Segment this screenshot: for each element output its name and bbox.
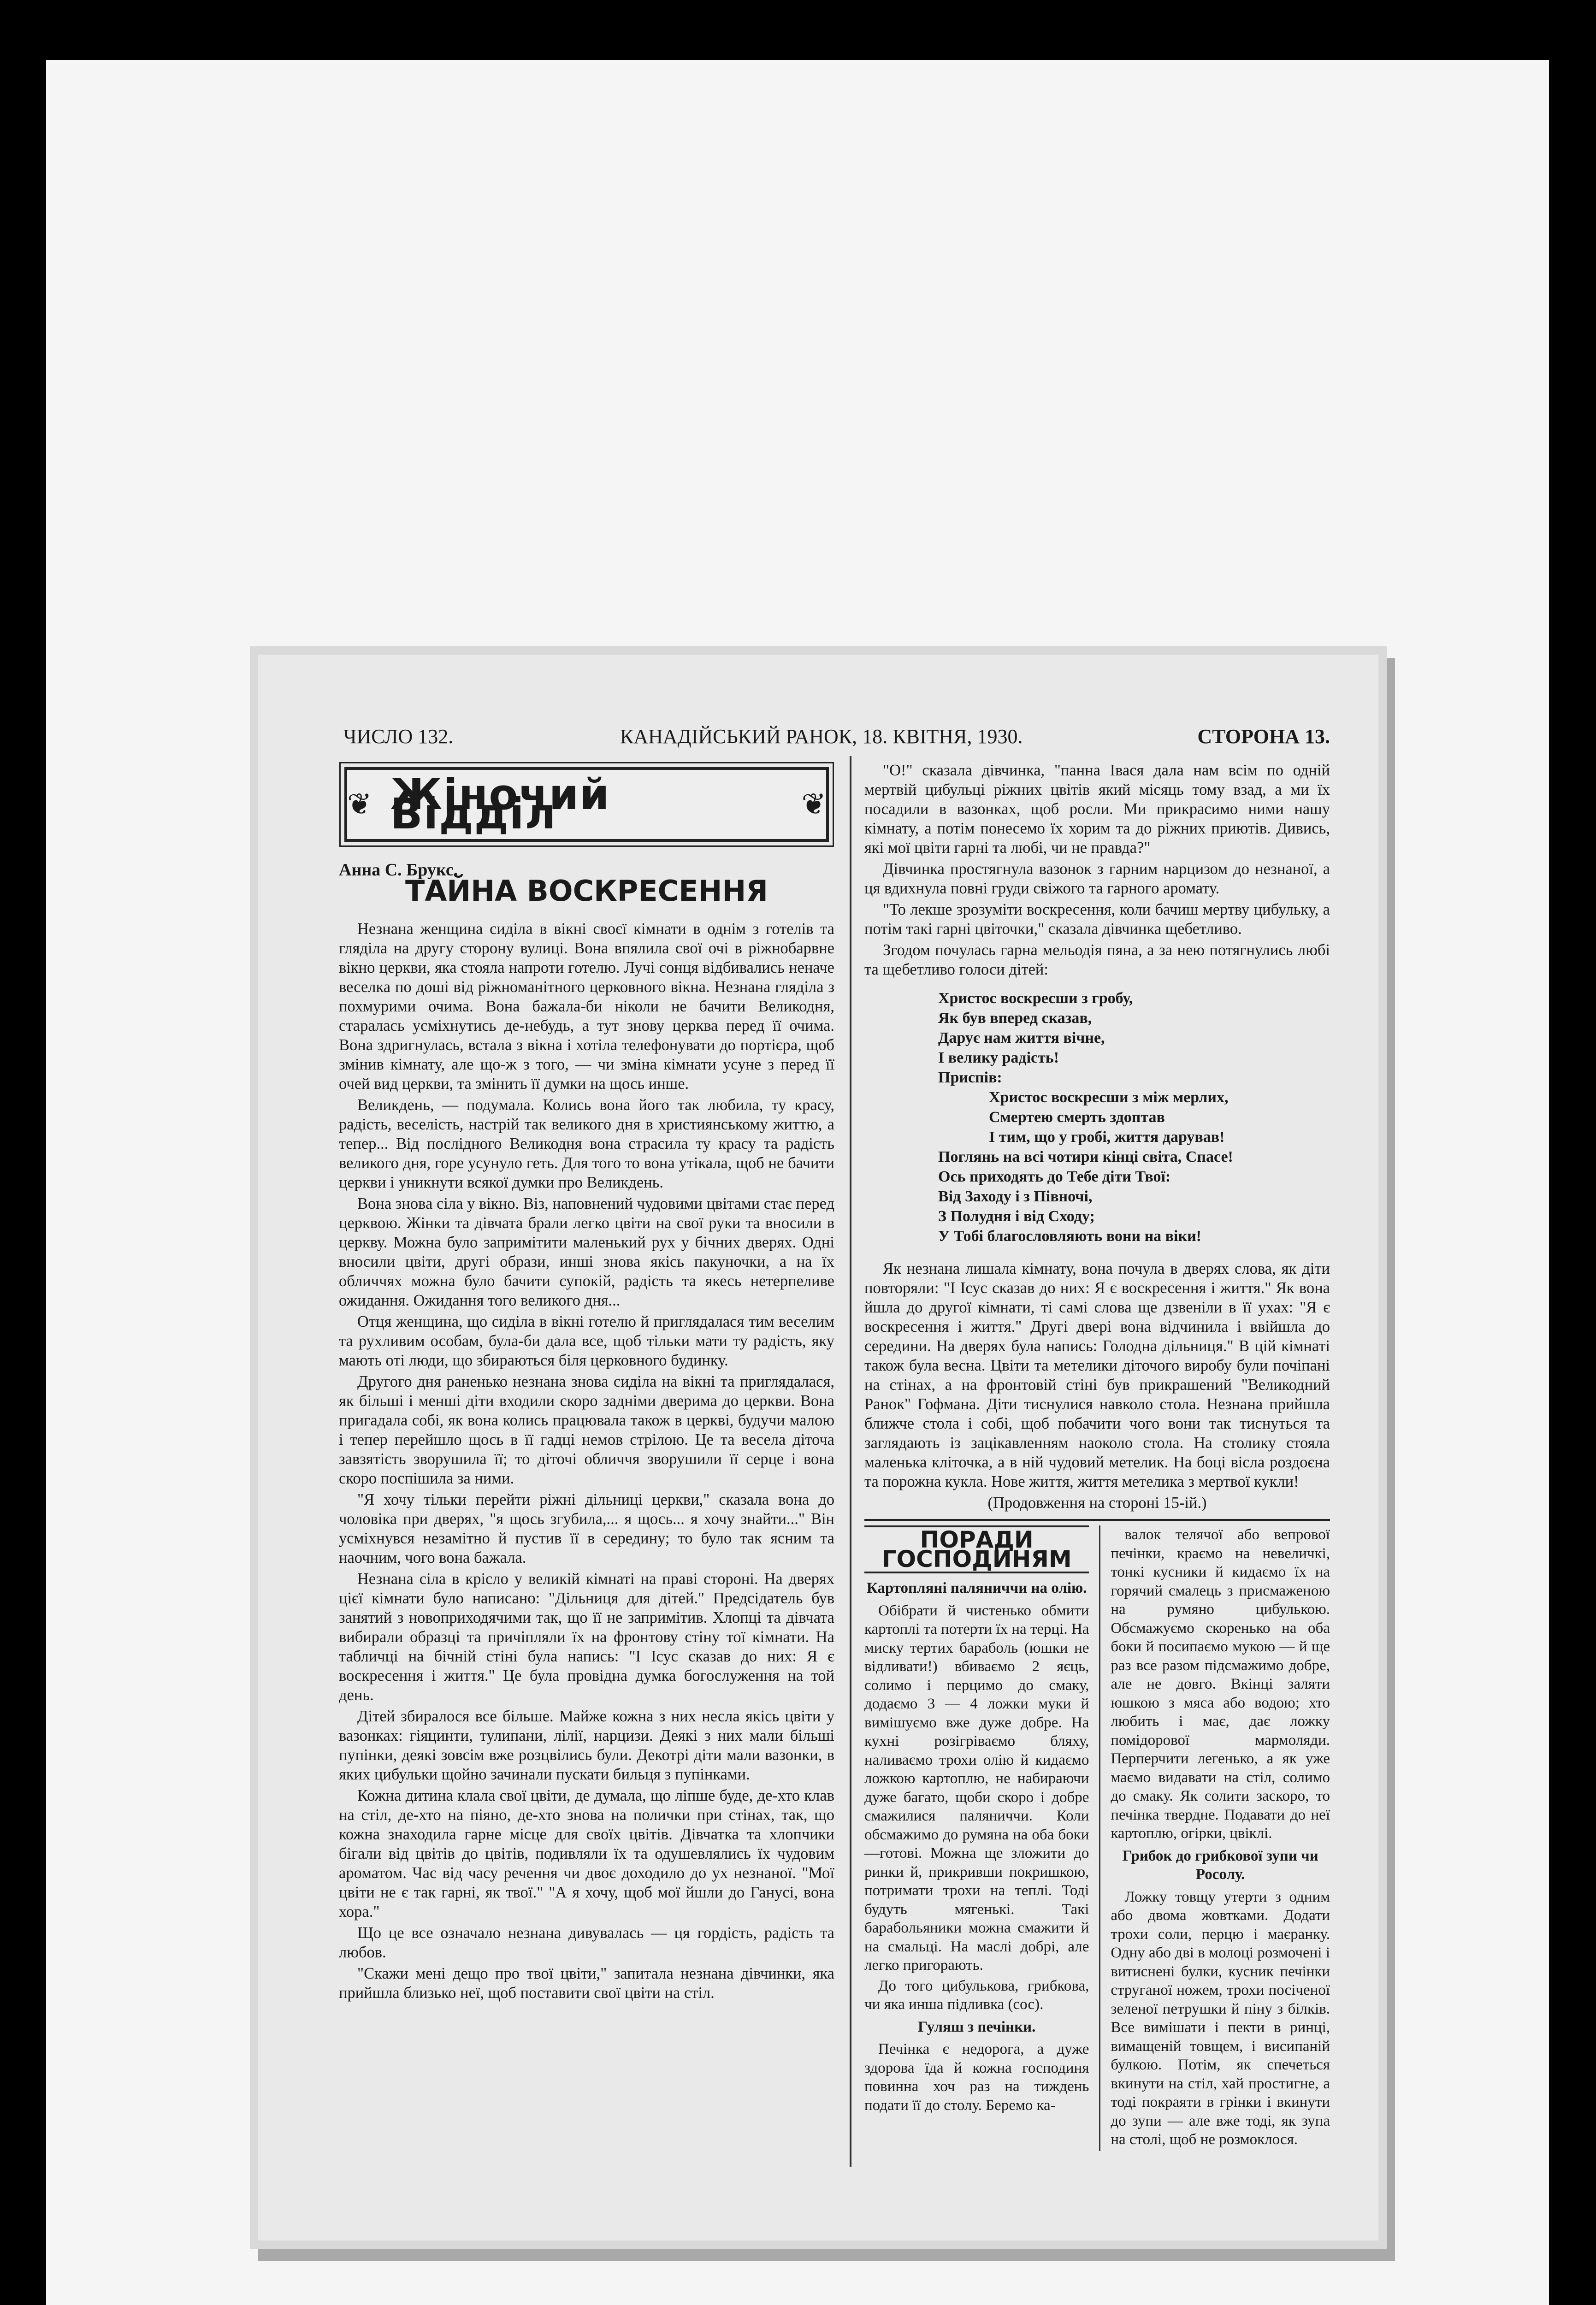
section-rule: [864, 1519, 1330, 1521]
poem-line: І тим, що у гробі, життя дарував!: [989, 1129, 1225, 1146]
paper-title-date: КАНАДІЙСЬКИЙ РАНОК, 18. КВІТНЯ, 1930.: [620, 725, 1023, 748]
page-header: [343, 725, 1330, 752]
story-paragraph: Згодом почулась гарна мельодія пяна, а за нею потягнулись любі та щебетливо голоси дітей:: [864, 941, 1330, 978]
recipe-paragraph: Печінка є недорога, а дуже здорова їда й кожна господиня повинна хоч раз на тиждень подати її до столу. Беремо ка-: [864, 2041, 1089, 2114]
ornament-icon: ❦: [801, 788, 826, 821]
advice-section: [864, 1525, 1330, 2151]
poem-line: Смертею смерть здоптав: [989, 1109, 1165, 1126]
section-banner: [344, 767, 829, 842]
story-title: ТАЙНА ВОСКРЕСЕННЯ: [405, 874, 768, 908]
advice-title: ПОРАДИ ГОСПОДИНЯМ: [864, 1525, 1089, 1573]
poem-line: Поглянь на всі чотири кінці світа, Спасе!: [938, 1148, 1233, 1165]
story-paragraph: Дівчинка простягнула вазонок з гарним нарцизом до незнаної, а ця вдихнула повні груди свіжого та гарного аромату.: [864, 860, 1330, 897]
recipe-heading: Картопляні паляниччи на олію.: [866, 1580, 1087, 1596]
recipe-paragraph: До того цибулькова, грибкова, чи яка инша підливка (сос).: [864, 1977, 1089, 2013]
story-paragraph: Дітей збиралося все більше. Майже кожна з них несла якісь цвіти у вазонках: гіяцинти, тулипани, лілії, нарцизи. Деякі з них мали більші пупінки, деякі зовсім вже розцвілись були. Декотрі діти мали вазонки, в яких цибульки щойно зачинали пускати бильця з пупінками.: [339, 1708, 834, 1783]
story-paragraph: "О!" сказала дівчинка, "панна Івася дала нам всім по одній мертвій цибульці ріжних цвітів який місяць тому взад, а ми їх посадили в вазонках, щоб росли. Ми прикрасимо ними нашу кімнату, а потім понесемо їх хорим та до ріжних приютів. Дивись, які мої цвіти гарні та любі, чи не правда?": [864, 762, 1330, 857]
recipe-heading: Гуляш з печінки.: [918, 2018, 1036, 2035]
advice-divider: [1099, 1525, 1100, 2151]
story-paragraph: Що це все означало незнана дивувалась — ця гордість, радість та любов.: [339, 1924, 834, 1961]
column-divider: [850, 756, 851, 2167]
advice-right-column: [1111, 1525, 1330, 2151]
continuation-note: (Продовження на стороні 15-ій.): [987, 1494, 1207, 1512]
story-paragraph: Кожна дитина клала свої цвіти, де думала, що ліпше буде, де-хто клав на стіл, де-хто на піяно, де-хто знова на полички при стінах, так, що кожна знаходила гарне місце для своїх цвітів. Дівчатка та хлопчики бігали від цвітів до цвітів, подивляли їх та одушевлялись їх чудовим ароматом. Час від часу речення чи двоє доходило до ух незнаної. "Мої цвіти не є так гарні, як твої." "А я хочу, щоб мої йшли до Ганусі, вона хора.": [339, 1787, 834, 1921]
story-paragraph: "То лекше зрозуміти воскресення, коли бачиш мертву цибульку, а потім такі гарні цвіточки," сказала дівчинка щебетливо.: [864, 901, 1330, 938]
recipe-paragraph: Обібрати й чистенько обмити картоплі та потерти їх на терці. На миску тертих бараболь (юшки не відливати!) вбиваємо 2 яєць, солимо і перцимо до смаку, додаємо 3 — 4 ложки муки й вимішуємо вже дуже добре. На кухні розігріваємо бляху, наливаємо трохи олію й кидаємо ложкою картоплю, не набираючи дуже багато, щоби скоро і добре смажилися паляниччи. Коли обсмажимо до румяна на оба боки—готові. Можна ще зложити до ринки й, прикривши покришкою, потримати трохи на теплі. Тоді будуть мягенькі. Такі барабольяники можна смажити й на смальці. На маслі добрі, але легко пригорають.: [864, 1602, 1089, 1974]
story-paragraph: Другого дня раненько незнана знова сиділа на вікні та приглядалася, як більші і менші діти входили скоро задніми дверима до церкви. Вона пригадала собі, як вона колись працювала також в церкві, будучи малою і тепер перейшло щось в її гадці немов стрілою. Це та весела діточа завзятість зворушила її; то діточі обличчя зворушили її серце і вона скоро поспішила за ними.: [339, 1373, 834, 1487]
story-paragraph: Великдень, — подумала. Колись вона його так любила, ту красу, радість, веселість, настрій так великого дня в християнському життю, а тепер... Від послідного Великодня вона страсила ту красу та радість великого дня, горе усунуло геть. Для того то вона утікала, щоб не бачити церкви і уникнути всякої думки про Великдень.: [339, 1096, 834, 1191]
poem-line: Від Заходу і з Півночі,: [938, 1188, 1093, 1205]
story-paragraph: Як незнана лишала кімнату, вона почула в дверях слова, як діти повторяли: "І Ісус сказав до них: Я є воскресення і життя." Як вона йшла до другої кімнати, ті самі слова ще дзвеніли в її ухах: "Я є воскресення і життя." Другі двері вона відчинила і ввійшла до середини. На дверях була напись: Голодна дільниця." В цій кімнаті також була весна. Цвіти та метелики діточого виробу були почіпані на стінах, а на фронтовій стіні був прикрашений "Великодний Ранок" Гофмана. Діти тиснулися навколо стола. Незнана прийшла ближче стола і собі, щоб побачити чого вони так тиснуться та заглядають із зацікавленням наоколо стола. На столику стояла маленька кліточка, а в ній чудовий метелик. На боці вісла роздоєна та порожна кукла. Нове життя, життя метелика з мертвої кукли!: [864, 1260, 1330, 1490]
story-paragraph: Отця женщина, що сиділа в вікні готелю й приглядалася тим веселим та рухливим особам, була-би дала все, щоб тільки мати ту радість, яку мають оті люди, що збираються біля церковного будинку.: [339, 1313, 834, 1369]
story-paragraph: Незнана женщина сиділа в вікні своєї кімнати в однім з готелів та гляділа на другу сторону вулиці. Вона впялила свої очі в ріжнобарвне вікно церкви, яка стояла напроти готелю. Лучі сонця відбивались неначе веселка по доші від ріжноманітного церковного вікна. Незнана гляділа з похмурими очима. Вона бажала-би ніколи не бачити Великодня, старалась усміхнутись де-небудь, а тут знову церква перед її очима. Вона здригнулась, встала з вікна і хотіла телефонувати до портієра, щоб змінив кімнату, але що-ж з того, — чи зміна кімнати усуне з перед її очей вид церкви, та змінить її думки на щось инше.: [339, 920, 834, 1093]
story-paragraph: "Я хочу тільки перейти ріжні дільниці церкви," сказала вона до чоловіка при дверях, "я щось згубила,... я щось... я хочу знайти..." Він усміхнувся незамітно й пустив її в середину; то було так ясним та наочним, чого вона бажала.: [339, 1491, 834, 1566]
poem-line: Ось приходять до Тебе діти Твої:: [938, 1168, 1171, 1185]
hymn-poem: [938, 988, 1330, 1246]
advice-left-column: [864, 1525, 1089, 2151]
story-paragraph: "Скажи мені дещо про твої цвіти," запитала незнана дівчинки, яка прийшла близько неї, щоб поставити свої цвіти на стіл.: [339, 1965, 834, 2002]
issue-number: ЧИСЛО 132.: [343, 725, 454, 748]
ornament-icon: ❦: [347, 788, 372, 821]
poem-line: Христос воскресши з між мерлих,: [989, 1089, 1229, 1106]
left-column: [339, 761, 834, 2004]
poem-line: Як був вперед сказав,: [938, 1010, 1092, 1027]
story-paragraph: Незнана сіла в крісло у великій кімнаті на праві стороні. На дверях цієї кімнати було написано: "Дільниця для дітей." Предсідатель був занятий з новоприходячими так, що її не запримітив. Хлопці та дівчата вибирали образці та причіпляли їх на фронтову стіну тої кімнати. На табличці на бічній стіні була напись: "І Ісус сказав до них: Я є воскресення і життя." Це була провідна думка богослуження на той день.: [339, 1570, 834, 1704]
right-column: [864, 761, 1330, 2151]
story-paragraph: Вона знова сіла у вікно. Віз, наповнений чудовими цвітами стає перед церквою. Жінки та дівчата брали легко цвіти на свої руки та вносили в церкву. Можна було запримітити маленький рух у бічних дверях. Одні вносили цвіти, другі образи, инші знова якісь пакуночки, а на їх обличчях можна було бачити супокій, радість та якесь нетерпеливе ожидання. Ожидання того великого дня...: [339, 1195, 834, 1309]
recipe-paragraph: валок телячої або вепрової печінки, краємо на невеличкі, тонкі кусники й кидаємо їх на горячий смалець з присмаженою на румяно цибулькою. Обсмажуємо скоренько на оба боки й посипаємо мукою — й ще раз все разом підсмажимо добре, але не довго. Вкінці заляти юшкою з мяса або водою; хто любить і має, дає ложку помідорової мармоляди. Перперчити легенько, а як уже маємо видавати на стіл, солимо до смаку. Як солити заскоро, то печінка твердне. Подавати до неї картоплю, огірки, цвіклі.: [1111, 1526, 1330, 1842]
poem-line: Дарує нам життя вічне,: [938, 1029, 1105, 1046]
recipe-heading: Грибок до грибкової зупи чи Росолу.: [1122, 1847, 1318, 1883]
poem-line: І велику радість!: [938, 1049, 1059, 1066]
poem-line: Христос воскресши з гробу,: [938, 990, 1133, 1007]
page-number: СТОРОНА 13.: [1197, 725, 1330, 748]
poem-line: У Тобі благословляють вони на віки!: [938, 1228, 1201, 1245]
poem-line: Приспів:: [938, 1069, 1002, 1086]
recipe-paragraph: Ложку товщу утерти з одним або двома жовтками. Додати трохи соли, перцю і маєранку. Одну або дві в молоці розмочені і витиснені булки, кусник печінки струганої ножем, трохи посіченої зеленої петрушки й піну з білків. Все вимішати і пекти в ринці, вимащеній товщем, і висипаній булкою. Потім, як спечеться вкинути на стіл, хай простигне, а тоді покраяти в грінки і вкинути до зупи — але вже тоді, як зупа на столі, щоб не розмоклося.: [1111, 1888, 1330, 2148]
poem-line: З Полудня і від Сходу;: [938, 1208, 1095, 1225]
story-author: Анна С. Брукс.: [339, 860, 458, 880]
newspaper-page: [258, 655, 1378, 2240]
section-title: Жіночий Відділ: [390, 770, 610, 839]
